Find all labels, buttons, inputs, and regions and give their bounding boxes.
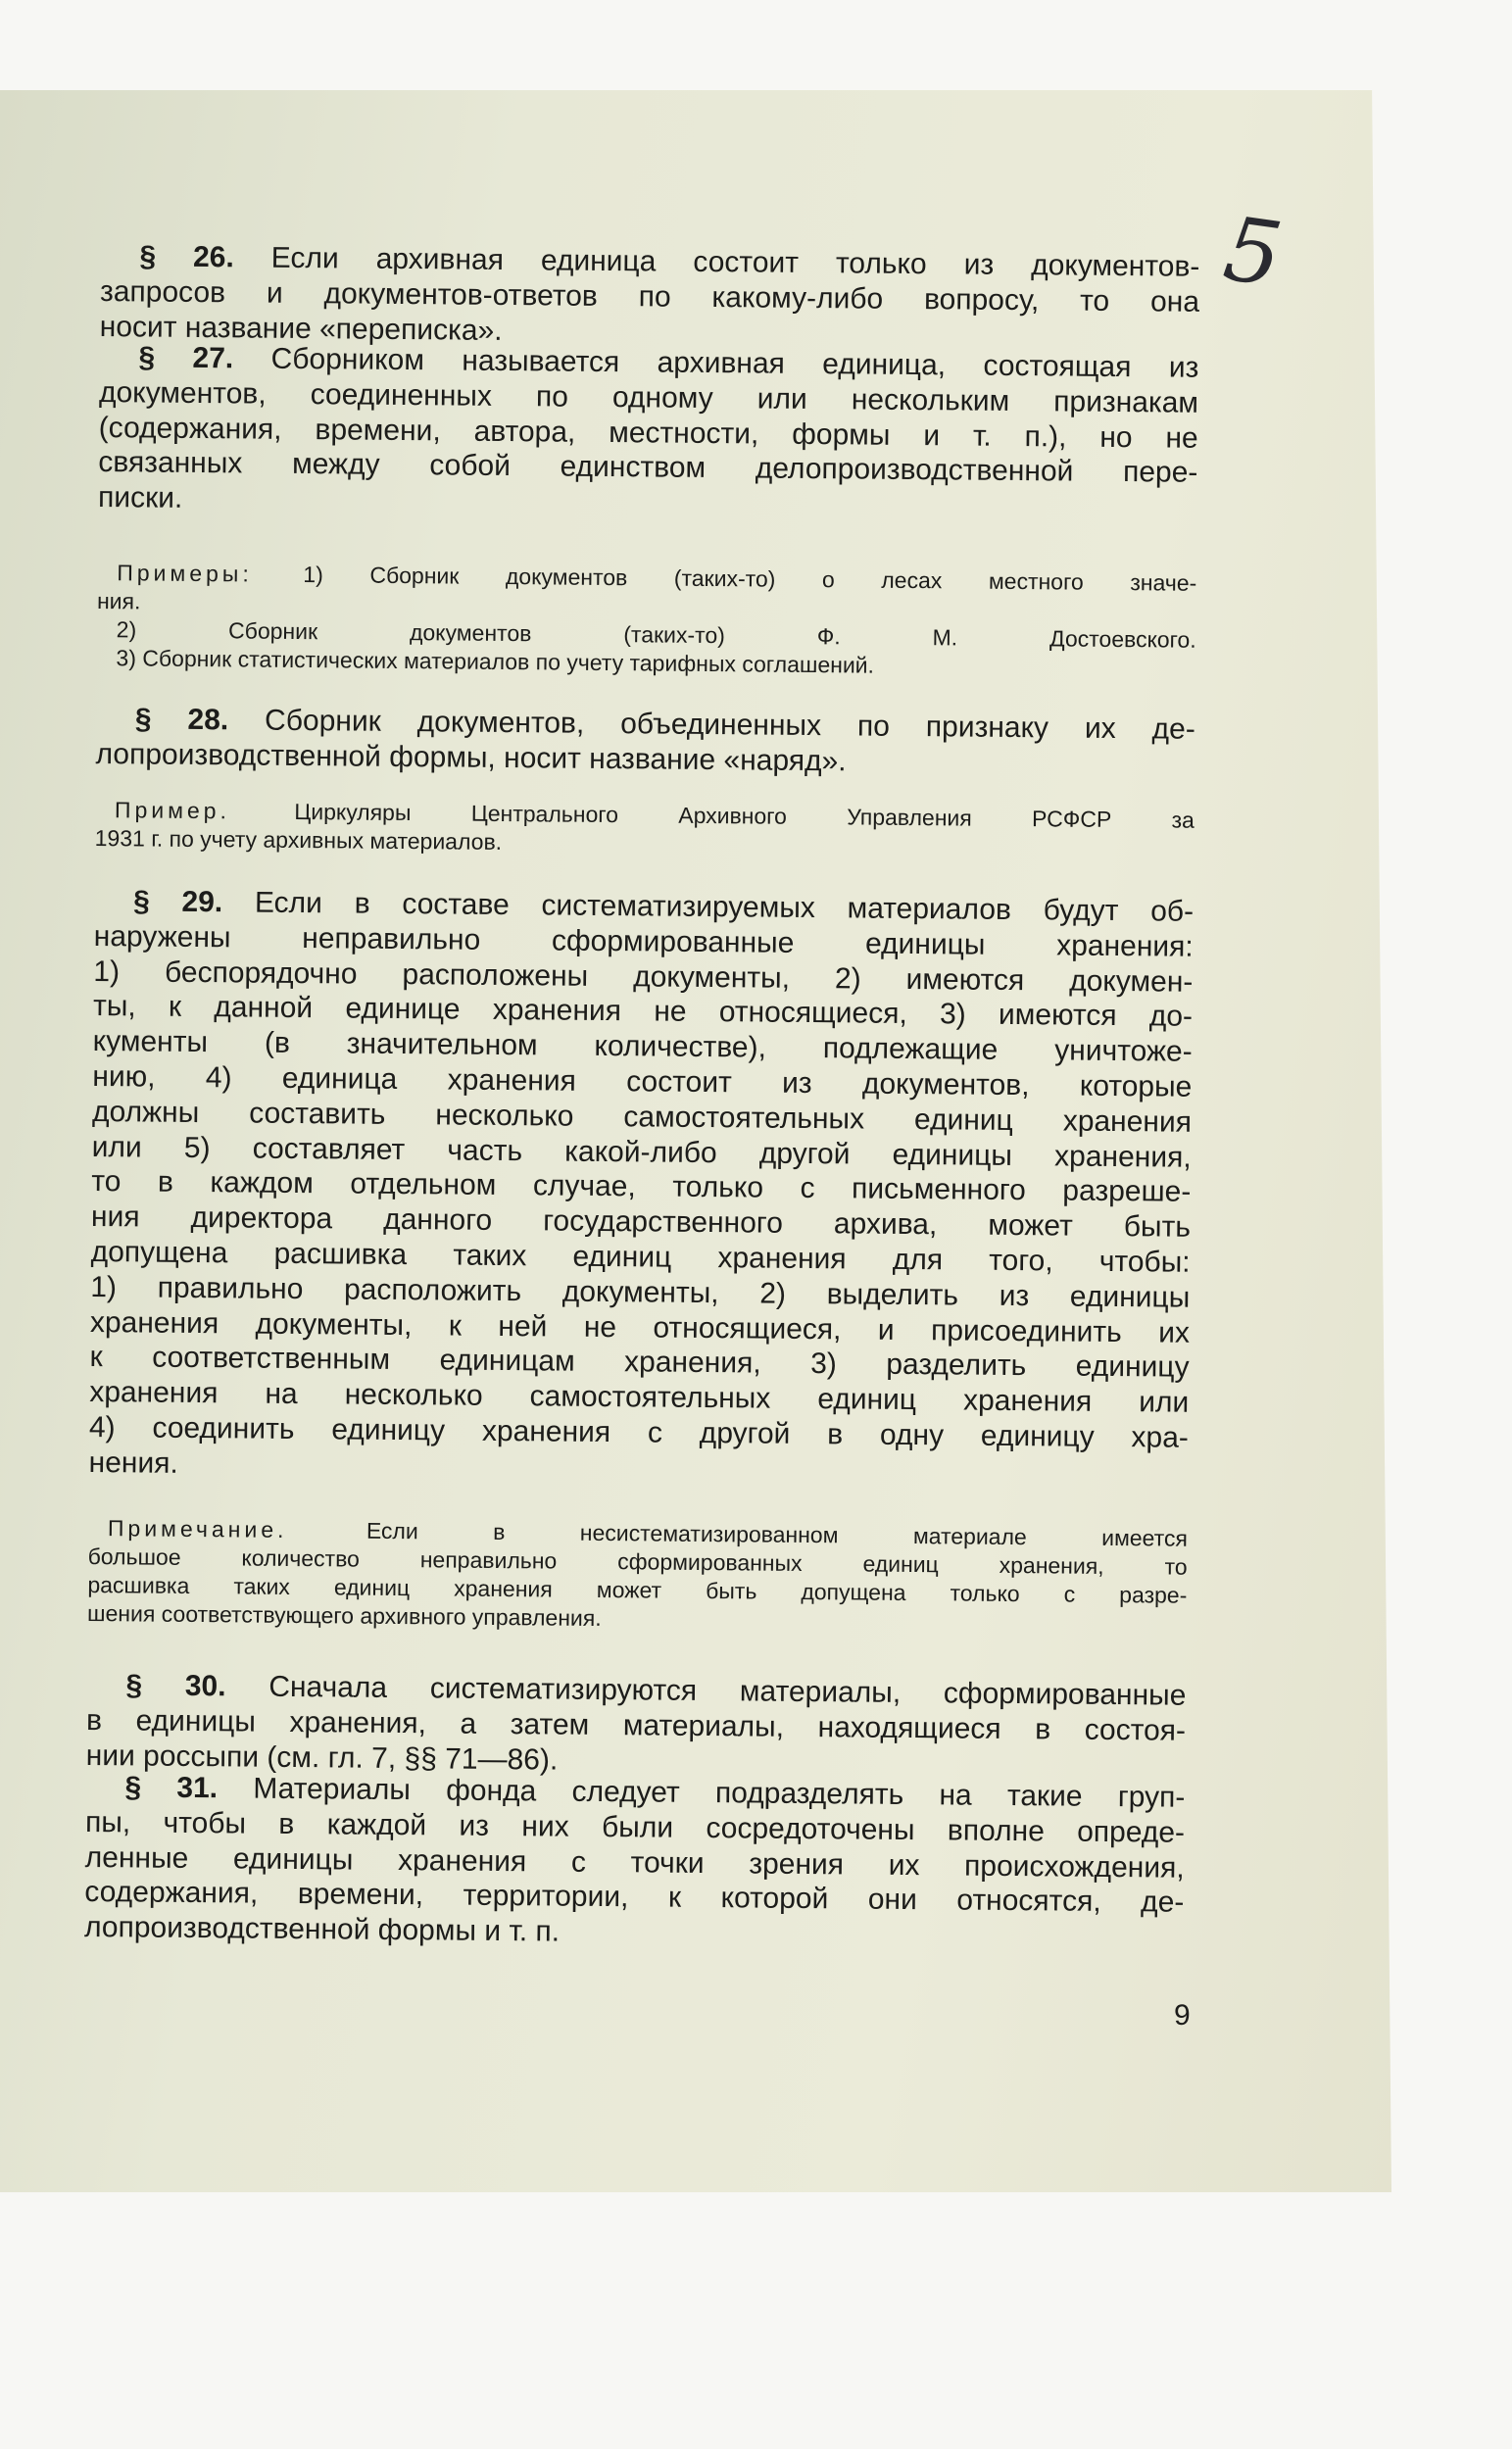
text-line: ния директора данного государственного архива, может быть: [90, 1200, 1192, 1244]
text-line: ты, к данной единице хранения не относящиеся, 3) имеются до-: [92, 990, 1194, 1034]
note-29: [87, 1514, 1188, 1639]
text-line-content: Материалы фонда следует подразделять на такие груп-: [253, 1772, 1186, 1814]
text-line-content: Сборником называется архивная единица, состоящая из: [270, 342, 1199, 384]
text-line-content: Сначала систематизируются материалы, сформированные: [268, 1670, 1187, 1712]
text-line-content: Циркуляры Центрального Архивного Управления РСФСР за: [294, 798, 1195, 833]
text-line: связанных между собой единством делопроизводственной пере-: [98, 446, 1198, 490]
text-line: допущена расшивка таких единиц хранения для того, чтобы:: [90, 1235, 1191, 1279]
text-line: к соответственным единицам хранения, 3) разделить единицу: [89, 1341, 1190, 1385]
text-line: кументы (в значительном количестве), подлежащие уничтоже-: [92, 1025, 1193, 1068]
text-line: (содержания, времени, автора, местности, формы и т. п.), но не: [98, 411, 1198, 455]
text-line: 3) Сборник статистических материалов по учету тарифных соглашений.: [116, 645, 875, 678]
text-line: 1) беспорядочно расположены документы, 2) имеются докумен-: [93, 955, 1194, 999]
text-line: ния.: [96, 588, 141, 614]
paragraph-26: [100, 239, 1200, 355]
text-line: хранения документы, к ней не относящиеся, и присоединить их: [89, 1305, 1191, 1349]
section-number: § 28.: [134, 703, 266, 737]
text-line: содержания, времени, территории, к которой они относятся, де-: [84, 1876, 1185, 1920]
paragraph-30: [86, 1668, 1187, 1784]
text-line: нии россыпи (см. гл. 7, §§ 71—86).: [85, 1739, 559, 1777]
text-line: должны составить несколько самостоятельных единиц хранения: [91, 1095, 1193, 1139]
text-line-content: 1) Сборник документов (таких-то) о лесах местного значе-: [303, 562, 1197, 596]
text-line: шения соответствующего архивного управления.: [86, 1599, 602, 1631]
text-line: пы, чтобы в каждой из них были сосредоточены вполне опреде-: [84, 1805, 1186, 1849]
examples-27: [96, 559, 1196, 683]
text-line-content: Сборник документов, объединенных по признаку их де-: [264, 704, 1195, 746]
page-number: 9: [1174, 1999, 1191, 2032]
text-line: ленные единицы хранения с точки зрения их происхождения,: [84, 1840, 1185, 1885]
section-number: § 30.: [125, 1669, 269, 1703]
text-line: хранения на несколько самостоятельных единиц хранения или: [89, 1376, 1190, 1419]
text-line-content: Если в составе систематизируемых материалов будут об-: [254, 886, 1195, 928]
text-line: нения.: [88, 1445, 178, 1480]
text-line-content: Если в несистематизированном материале имеется: [366, 1517, 1189, 1551]
text-line: писки.: [97, 481, 183, 515]
text-line: нию, 4) единица хранения состоит из документов, которые: [92, 1059, 1193, 1103]
text-line: 1931 г. по учету архивных материалов.: [94, 824, 503, 855]
text-line: наружены неправильно сформированные единицы хранения:: [93, 919, 1194, 963]
handwritten-page-mark: 5: [1217, 197, 1289, 308]
text-line-content: Если архивная единица состоит только из документов-: [270, 241, 1200, 283]
text-line: 4) соединить единицу хранения с другой в одну единицу хра-: [88, 1410, 1190, 1454]
paragraph-27: [98, 340, 1199, 526]
example-28: [95, 796, 1195, 863]
label-spaced: Примечание.: [107, 1515, 367, 1543]
text-line: лопроизводственной формы, носит название «наряд».: [95, 737, 847, 778]
section-number: § 29.: [132, 885, 256, 919]
text-line: запросов и документов-ответов по какому-либо вопросу, то она: [99, 274, 1200, 318]
text-line: то в каждом отдельном случае, только с письменного разреше-: [91, 1165, 1192, 1209]
text-line: 1) правильно расположить документы, 2) выделить из единицы: [90, 1270, 1191, 1314]
label-spaced: Пример.: [114, 797, 295, 824]
text-line: в единицы хранения, а затем материалы, находящиеся в состоя-: [85, 1703, 1187, 1747]
section-number: § 26.: [139, 240, 271, 274]
section-number: § 31.: [124, 1771, 254, 1805]
text-line: документов, соединенных по одному или нескольким признакам: [98, 375, 1199, 419]
label-spaced: Примеры:: [117, 560, 304, 588]
text-line: носит название «переписка».: [99, 310, 503, 347]
text-line: 2) Сборник документов (таких-то) Ф. М. Достоевского.: [116, 616, 1196, 653]
text-line: расшивка таких единиц хранения может быть допущена только с разре-: [87, 1571, 1188, 1608]
section-number: § 27.: [138, 341, 271, 375]
paragraph-28: [95, 702, 1195, 782]
text-line: лопроизводственной формы и т. п.: [83, 1911, 561, 1948]
text-line: большое количество неправильно сформированных единиц хранения, то: [87, 1543, 1188, 1580]
text-line: или 5) составляет часть какой-либо другой единицы хранения,: [91, 1130, 1192, 1174]
paragraph-29: [88, 884, 1194, 1491]
paragraph-31: [84, 1770, 1186, 1956]
